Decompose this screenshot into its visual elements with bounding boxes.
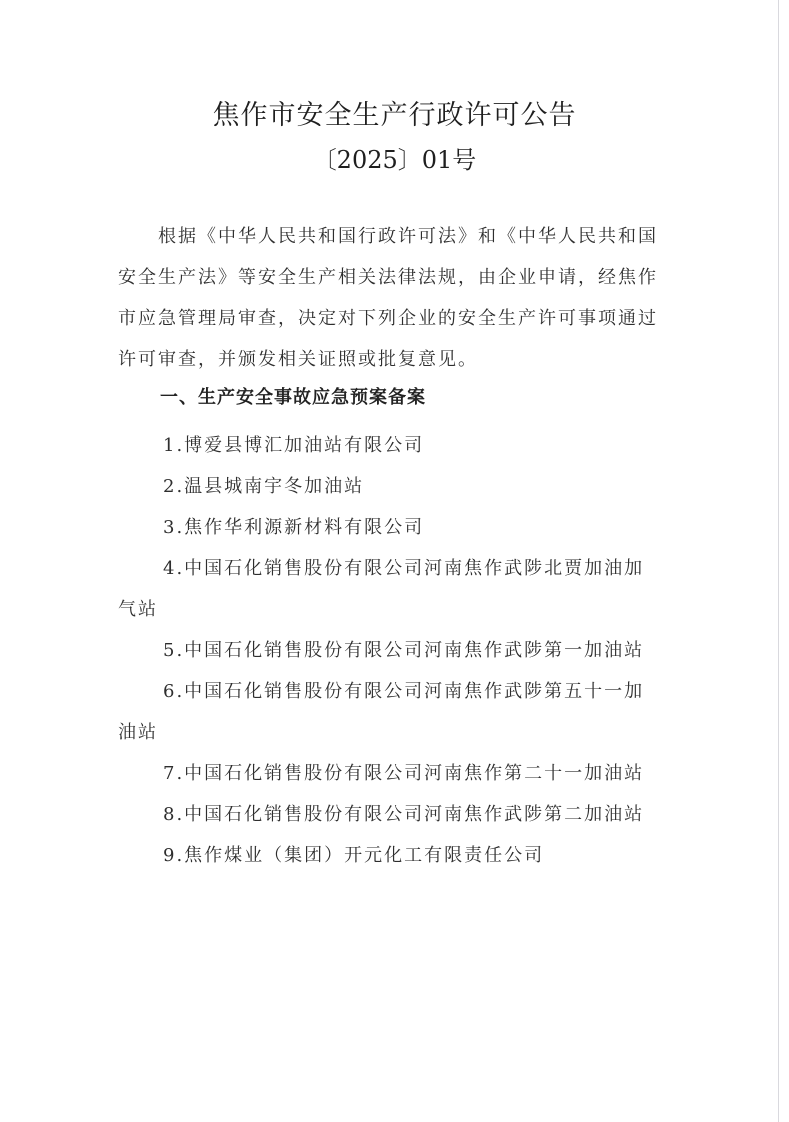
list-item: 1.博爱县博汇加油站有限公司 [163, 435, 425, 456]
list-item: 5.中国石化销售股份有限公司河南焦作武陟第一加油站 [163, 640, 645, 661]
section-heading: 一、生产安全事故应急预案备案 [160, 387, 426, 408]
list-item: 7.中国石化销售股份有限公司河南焦作第二十一加油站 [163, 763, 645, 784]
document-title: 焦作市安全生产行政许可公告 [212, 100, 577, 131]
list-item: 6.中国石化销售股份有限公司河南焦作武陟第五十一加油站 [118, 681, 645, 743]
intro-paragraph: 根据《中华人民共和国行政许可法》和《中华人民共和国安全生产法》等安全生产相关法律法规，由企业申请，经焦作市应急管理局审查，决定对下列企业的安全生产许可事项通过许可审查，并颁发相关证照或批复意见。 [118, 226, 658, 370]
company-list [118, 425, 648, 876]
document-number: 〔2025〕01号 [312, 146, 477, 174]
list-item: 2.温县城南宇冬加油站 [163, 476, 365, 497]
list-item: 3.焦作华利源新材料有限公司 [163, 517, 425, 538]
list-item: 8.中国石化销售股份有限公司河南焦作武陟第二加油站 [163, 804, 645, 825]
list-item: 4.中国石化销售股份有限公司河南焦作武陟北贾加油加气站 [118, 558, 645, 620]
list-item: 9.焦作煤业（集团）开元化工有限责任公司 [163, 845, 545, 866]
